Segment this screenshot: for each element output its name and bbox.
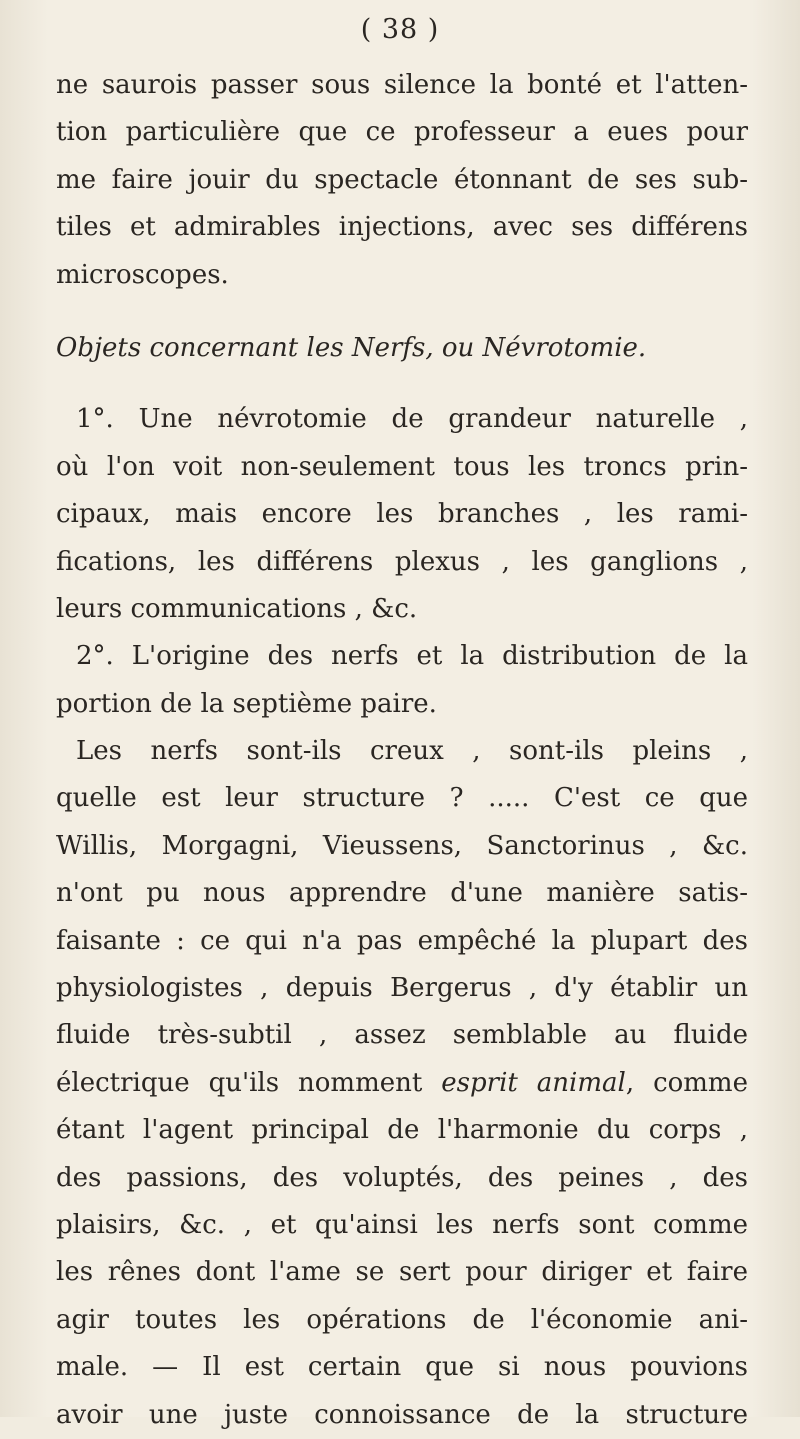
text-line: fluide très-subtil , assez semblable au fluide — [56, 1020, 748, 1051]
text-line: microscopes. — [56, 259, 229, 290]
text-line: fications, les différens plexus , les ganglions , — [56, 546, 748, 577]
paragraph-nerves — [56, 728, 748, 1439]
text-segment: , comme — [625, 1067, 748, 1098]
text-line: male. — Il est certain que si nous pouvions — [56, 1352, 748, 1383]
text-line: quelle est leur structure ? ..... C'est ce que — [56, 783, 748, 814]
paragraph-intro — [56, 62, 748, 299]
text-line: faisante : ce qui n'a pas empêché la plupart des — [56, 925, 748, 956]
italic-term: esprit animal — [441, 1067, 626, 1098]
text-line: 1°. Une névrotomie de grandeur naturelle , — [76, 404, 748, 435]
text-line: des passions, des voluptés, des peines , des — [56, 1162, 748, 1193]
text-line: portion de la septième paire. — [56, 688, 437, 719]
text-line-italic — [56, 1060, 748, 1107]
text-line: 2°. L'origine des nerfs et la distribution de la — [76, 641, 748, 672]
text-line: plaisirs, &c. , et qu'ainsi les nerfs sont comme — [56, 1209, 748, 1240]
item-1 — [56, 396, 748, 633]
text-line: leurs communications , &c. — [56, 593, 418, 624]
item-2 — [56, 633, 748, 728]
text-line: cipaux, mais encore les branches , les rami- — [56, 499, 748, 530]
page-text — [56, 62, 748, 1439]
text-line: tion particulière que ce professeur a eues pour — [56, 117, 748, 148]
text-line: me faire jouir du spectacle étonnant de ses sub- — [56, 164, 748, 195]
section-heading: Objets concernant les Nerfs, ou Névrotomie. — [56, 332, 647, 363]
text-line: avoir une juste connoissance de la structure — [56, 1399, 748, 1430]
text-line: agir toutes les opérations de l'économie ani- — [56, 1304, 748, 1335]
text-line: étant l'agent principal de l'harmonie du corps , — [56, 1115, 748, 1146]
text-line: Les nerfs sont-ils creux , sont-ils pleins , — [76, 736, 748, 767]
text-line: ne saurois passer sous silence la bonté et l'atten- — [56, 70, 748, 100]
page-number: ( 38 ) — [360, 14, 440, 45]
text-line: Willis, Morgagni, Vieussens, Sanctorinus , &c. — [56, 830, 748, 861]
text-line: où l'on voit non-seulement tous les troncs prin- — [56, 451, 748, 482]
text-line: tiles et admirables injections, avec ses différens — [56, 212, 748, 243]
text-line: les rênes dont l'ame se sert pour diriger et faire — [56, 1257, 748, 1288]
text-segment: électrique qu'ils nomment — [56, 1067, 442, 1098]
text-line: n'ont pu nous apprendre d'une manière satis- — [56, 878, 748, 909]
text-line: physiologistes , depuis Bergerus , d'y établir un — [56, 973, 748, 1004]
